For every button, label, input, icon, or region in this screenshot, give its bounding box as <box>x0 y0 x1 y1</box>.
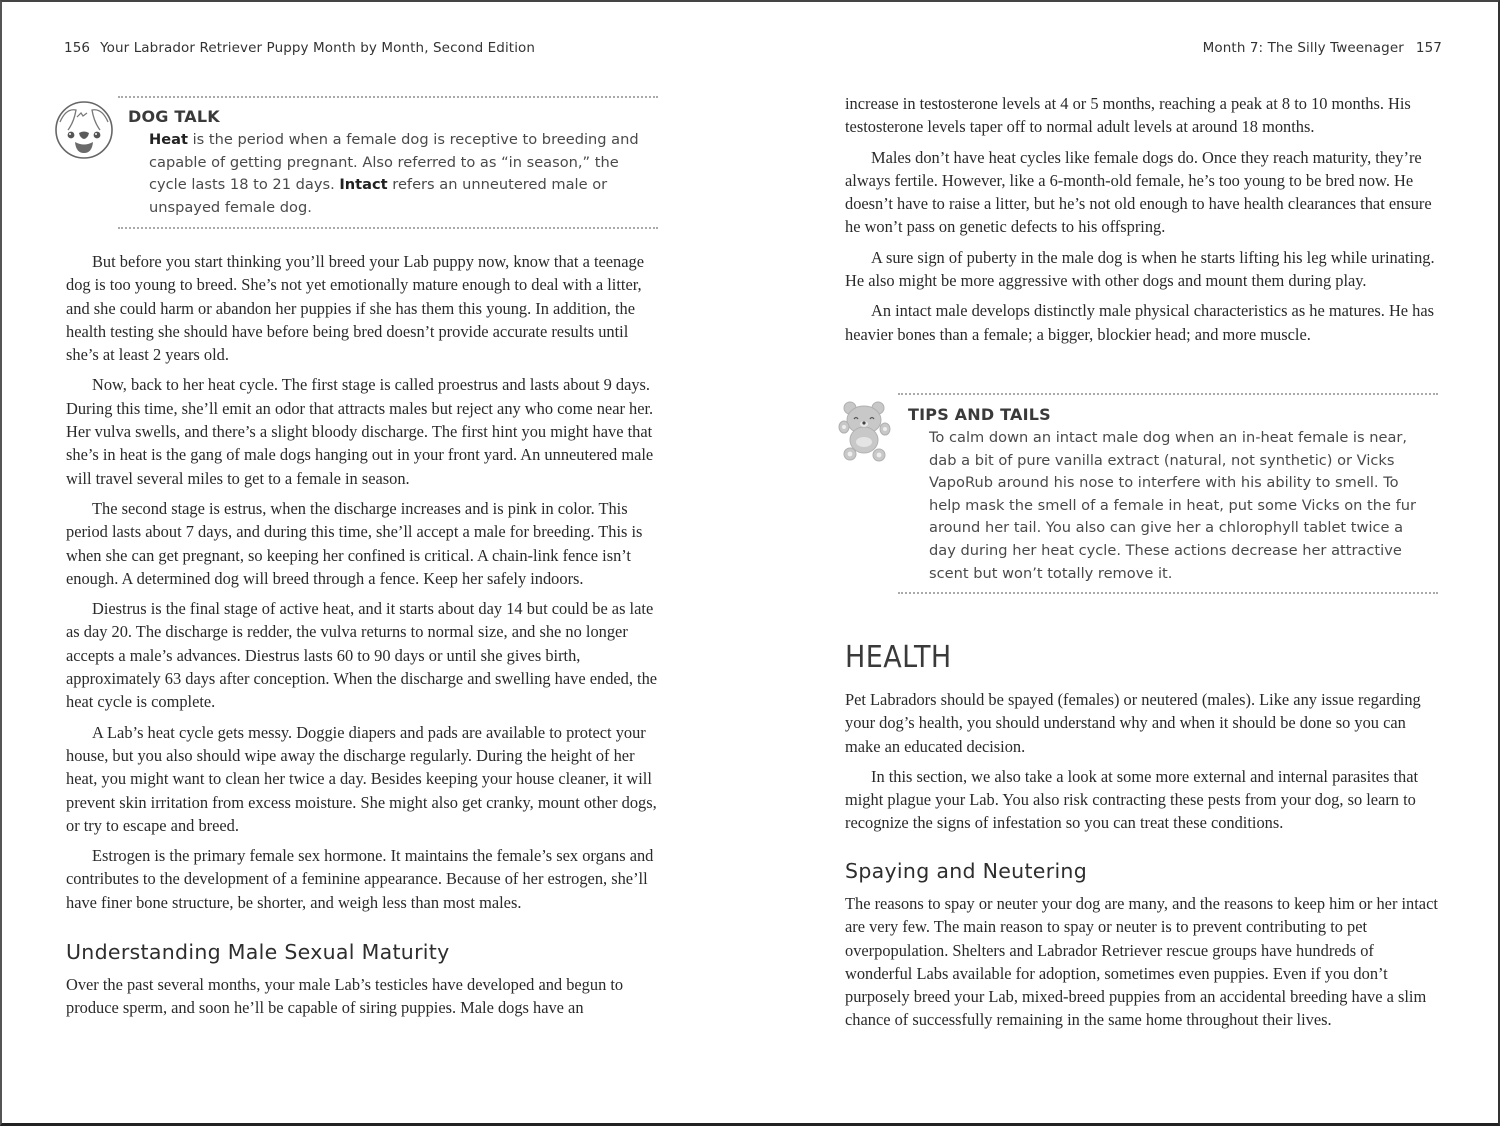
dog-face-icon <box>54 100 114 160</box>
page-number: 156 <box>64 40 91 56</box>
term-heat: Heat <box>149 131 188 148</box>
body-text-left <box>66 250 662 914</box>
sidebar-title: TIPS AND TAILS <box>908 405 1051 424</box>
subheading-male-maturity: Understanding Male Sexual Maturity <box>66 940 450 964</box>
teddy-bear-icon <box>838 400 892 462</box>
chapter-title: Month 7: The Silly Tweenager <box>1202 40 1404 56</box>
body-text-left-cont <box>66 973 662 1020</box>
paragraph: Diestrus is the final stage of active heat, and it starts about day 14 but could be as late as day 20. The discharge is redder, the vulva returns to normal size, and she no longer accepts a male’s advances. Diestrus lasts 60 to 90 days or until she gives birth, approximately 63 days after conception. When the discharge and swelling have ended, the heat cycle is complete. <box>66 599 658 712</box>
paragraph: In this section, we also take a look at some more external and internal parasites that might plague your Lab. You also risk contracting these pests from your dog, so learn to recognize the signs of infestation so you can treat these conditions. <box>845 766 1419 833</box>
body-text-health <box>845 688 1441 835</box>
paragraph: Males don’t have heat cycles like female dogs do. Once they reach maturity, they’re always fertile. However, like a 6-month-old female, he’s too young to be bred now. He doesn’t have to raise a litter, but he’s not old enough to have health clearances that ensure he won’t pass on genetic defects to his offspring. <box>845 147 1432 237</box>
definition-heat: is the period when a female dog is receptive to breeding and capable of getting pregnant. Also referred to as “in season,” the cycle lasts 18 to 21 days. <box>149 131 639 194</box>
paragraph: A sure sign of puberty in the male dog is when he starts lifting his leg while urinating. He also might be more aggressive with other dogs and mount them during play. <box>845 247 1435 291</box>
dog-talk-sidebar <box>2 2 752 242</box>
paragraph: increase in testosterone levels at 4 or 5 months, reaching a peak at 8 to 10 months. His testosterone levels taper off to normal adult levels at around 18 months. <box>845 94 1411 137</box>
section-heading-health: HEALTH <box>845 640 952 675</box>
left-page <box>2 2 752 1123</box>
paragraph: Pet Labradors should be spayed (females) or neutered (males). Like any issue regarding your dog’s health, you should understand why and when it should be done so you can make an educated decision. <box>845 690 1421 756</box>
sidebar-rule-bottom <box>898 592 1438 594</box>
subheading-spaying-neutering: Spaying and Neutering <box>845 859 1088 883</box>
paragraph: Over the past several months, your male Lab’s testicles have developed and begun to produce sperm, and soon he’ll be capable of siring puppies. Male dogs have an <box>66 975 624 1018</box>
sidebar-rule-bottom <box>118 227 658 229</box>
paragraph: An intact male develops distinctly male physical characteristics as he matures. He has heavier bones than a female; a bigger, blockier head; and more muscle. <box>845 301 1435 344</box>
paragraph: Estrogen is the primary female sex hormone. It maintains the female’s sex organs and contributes to the development of a feminine appearance. Because of her estrogen, she’ll have finer bone structure, be shorter, and weigh less than most males. <box>66 846 654 912</box>
sidebar-text: To calm down an intact male dog when an in-heat female is near, dab a bit of pure vanilla extract (natural, not synthetic) or Vicks VapoRub around his nose to interfere with his ability to smell. To help mask the smell of a female in heat, put some Vicks on the fur around her tail. You also can give her a chlorophyll tablet twice a day during her heat cycle. These actions decrease her attractive scent but won’t totally remove it. <box>929 429 1416 582</box>
sidebar-text <box>149 129 639 219</box>
sidebar-rule-top <box>118 96 658 98</box>
paragraph: A Lab’s heat cycle gets messy. Doggie diapers and pads are available to protect your house, but you also should wipe away the discharge regularly. During the height of her heat, you might want to clean her twice a day. Besides keeping your house cleaner, it will prevent skin irritation from excess moisture. She might also get cranky, mount other dogs, or try to escape and breed. <box>66 722 657 835</box>
page-number: 157 <box>1415 40 1442 56</box>
paragraph: But before you start thinking you’ll breed your Lab puppy now, know that a teenage dog is too young to breed. She’s not yet emotionally mature enough to deal with a litter, and she could harm or abandon her puppies if she has them this young. In addition, the health testing she should have before being bred doesn’t provide accurate results until she’s at least 2 years old. <box>66 252 644 365</box>
right-page <box>752 2 1500 1123</box>
tips-and-tails-sidebar <box>752 2 1500 602</box>
sidebar-title: DOG TALK <box>128 107 220 126</box>
body-text-spaying <box>845 892 1441 1032</box>
paragraph: The second stage is estrus, when the discharge increases and is pink in color. This period lasts about 7 days, and during this time, she’ll accept a male for breeding. This is when she can get pregnant, so keeping her confined is critical. A chain-link fence isn’t enough. A determined dog will breed through a fence. Keep her safely indoors. <box>66 498 643 588</box>
sidebar-rule-top <box>898 393 1438 395</box>
paragraph: Now, back to her heat cycle. The first stage is called proestrus and lasts about 9 days. During this time, she’ll emit an odor that attracts males but reject any who come near her. Her vulva swells, and there’s a slight bloody discharge. The first hint you might have that she’s in heat is the gang of male dogs hanging out in your front yard. An unneutered male will travel several miles to get to a female in season. <box>66 375 654 488</box>
term-intact: Intact <box>339 176 388 194</box>
book-title: Your Labrador Retriever Puppy Month by Month, Second Edition <box>100 40 536 56</box>
paragraph: The reasons to spay or neuter your dog are many, and the reasons to keep him or her intact are very few. The main reason to spay or neuter is to prevent contributing to pet overpopulation. Shelters and Labrador Retriever rescue groups have hundreds of wonderful Labs available for adoption, sometimes even puppies. Even if you don’t purposely breed your Lab, mixed-breed puppies from an accidental breeding have a slim chance of successfully remaining in the same home throughout their lives. <box>845 894 1438 1030</box>
definition-intact: refers an unneutered male or unspayed female dog. <box>149 176 608 216</box>
